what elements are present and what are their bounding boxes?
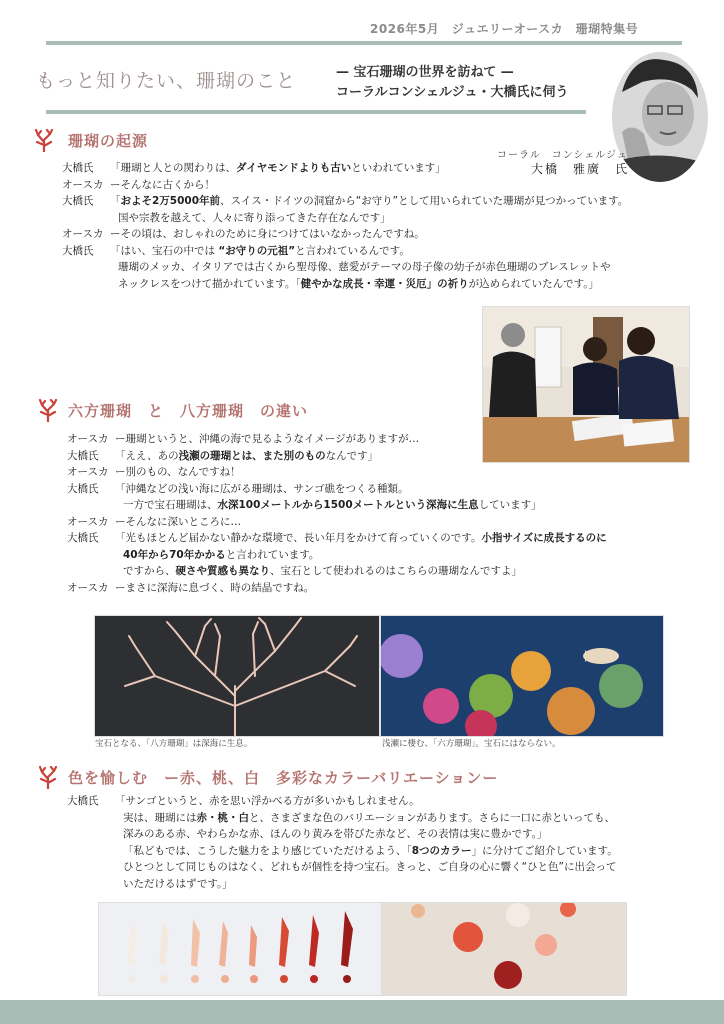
dialogue-line: [67, 514, 607, 531]
subtitle-1: — 宝石珊瑚の世界を訪ねて —: [336, 65, 514, 80]
coral-beads-photo: [381, 902, 627, 996]
speaker-label: オースカ: [67, 433, 109, 445]
line-text: ひとつとして同じものはなく、どれもが個性を持つ宝石。きっと、ご自身の心に響く“ひと色”に出会って: [123, 861, 617, 873]
reef-coral-photo: [380, 615, 664, 737]
dialogue-line: [62, 160, 628, 177]
coral-icon: [37, 398, 59, 426]
line-text: 実は、珊瑚には: [123, 811, 197, 824]
line-text: ーまさに深海に息づく、時の結晶ですね。: [115, 581, 315, 594]
line-text: と、さまざまな色のバリエーションがあります。さらに一口に赤といっても、: [249, 811, 616, 824]
dialogue-line: [62, 259, 628, 276]
section-title-difference: 六方珊瑚 と 八方珊瑚 の違い: [68, 402, 309, 420]
line-emphasis: “お守りの元祖”: [218, 244, 296, 257]
speaker-label: オースカ: [67, 466, 109, 478]
line-text: しています」: [478, 499, 542, 511]
section-difference-dialogue: [67, 431, 607, 596]
dialogue-line: [67, 859, 618, 876]
dialogue-line: [62, 243, 628, 260]
dialogue-line: [67, 464, 607, 481]
line-text: 「光もほとんど届かない静かな環境で、長い年月をかけて育っていくのです。: [115, 532, 482, 544]
dialogue-line: [67, 431, 607, 448]
line-text: といわれています」: [351, 162, 446, 174]
page-title: もっと知りたい、珊瑚のこと: [36, 70, 297, 92]
line-emphasis: ダイヤモンドよりも古い: [236, 162, 352, 174]
caption-reef-coral: 浅瀬に棲む、「六方珊瑚」。宝石にはならない。: [382, 739, 561, 749]
line-text: ーその頃は、おしゃれのために身につけてはいなかったんですね。: [110, 228, 425, 240]
dialogue-line: [62, 177, 628, 194]
footer-bar: [0, 1000, 724, 1024]
line-text: 「サンゴというと、赤を思い浮かべる方が多いかもしれません。: [115, 795, 420, 807]
line-text: 、スイス・ドイツの洞窟から“お守り”として用いられていた珊瑚が見つかっています。: [220, 195, 629, 207]
line-text: ー珊瑚というと、沖縄の海で見るようなイメージがありますが…: [115, 433, 420, 445]
header-rule-bottom: [46, 110, 586, 114]
speaker-label: 大橋氏: [62, 162, 94, 174]
dialogue-line: [67, 810, 618, 827]
dialogue-line: [62, 276, 628, 293]
dialogue-line: [67, 580, 607, 597]
section-title-colors: 色を愉しむ ー赤、桃、白 多彩なカラーバリエーションー: [68, 769, 499, 787]
speaker-label: 大橋氏: [62, 195, 94, 207]
dialogue-line: [67, 876, 618, 893]
speaker-label: オースカ: [67, 515, 109, 528]
dialogue-line: [62, 226, 628, 243]
coral-icon: [37, 765, 59, 793]
dialogue-line: [67, 547, 607, 564]
line-emphasis: 健やかな成長・幸運・災厄」の祈り: [300, 277, 469, 290]
line-emphasis: 赤・桃・白: [196, 811, 249, 824]
line-emphasis: およそ2万5000年前: [120, 195, 221, 207]
speaker-label: オースカ: [62, 228, 104, 240]
line-text: ですから、: [123, 565, 176, 577]
credit-role: コーラル コンシェルジュ: [497, 150, 628, 161]
line-emphasis: 40年から70年かかる: [123, 548, 226, 561]
line-text: と言われています。: [225, 548, 320, 561]
deep-sea-coral-photo: [94, 615, 380, 737]
speaker-label: 大橋氏: [67, 482, 99, 495]
section-origin-dialogue: [62, 160, 628, 292]
line-text: 「私どもでは、こうした魅力をより感じていただけるよう、「: [123, 844, 412, 857]
line-text: 「はい、宝石の中では: [110, 244, 219, 257]
line-text: 「沖縄などの浅い海に広がる珊瑚は、サンゴ礁をつくる種類。: [115, 482, 409, 495]
dialogue-line: [62, 193, 628, 210]
line-text: と言われているんです。: [295, 244, 410, 257]
line-emphasis: 浅瀬の珊瑚とは、また別のもの: [178, 449, 326, 462]
section-title-origin: 珊瑚の起源: [68, 132, 149, 150]
issue-line: 2026年5月 ジュエリーオースカ 珊瑚特集号: [370, 22, 639, 36]
line-emphasis: 小指サイズに成長するのに: [481, 532, 607, 544]
line-text: いただけるはずです。」: [123, 877, 233, 890]
speaker-label: 大橋氏: [62, 244, 94, 257]
line-text: 「ええ、あの: [115, 449, 179, 462]
line-emphasis: 8つのカラー: [411, 844, 472, 857]
line-emphasis: 硬さや質感も異なり: [175, 565, 270, 577]
line-text: が込められていたんです。」: [468, 277, 600, 290]
dialogue-line: [67, 793, 618, 810]
speaker-label: 大橋氏: [67, 449, 99, 462]
speaker-label: 大橋氏: [67, 532, 99, 544]
caption-deep-sea-coral: 宝石となる、「八方珊瑚」は深海に生息。: [95, 739, 253, 749]
speaker-label: オースカ: [67, 581, 109, 594]
dialogue-line: [67, 530, 607, 547]
coral-icon: [33, 128, 55, 156]
line-text: ーそんなに古くから！: [110, 178, 215, 191]
speaker-label: オースカ: [62, 178, 104, 191]
line-text: 深みのある赤、やわらかな赤、ほんのり黄みを帯びた赤など、その表情は実に豊かです。」: [123, 828, 548, 840]
line-text: ネックレスをつけて描かれています。「: [118, 277, 301, 290]
line-emphasis: 水深100メートルから1500メートルという深海に生息: [217, 499, 479, 511]
line-text: 一方で宝石珊瑚は、: [123, 499, 218, 511]
line-text: なんです」: [325, 449, 379, 462]
dialogue-line: [67, 497, 607, 514]
header-rule-top: [46, 41, 682, 45]
dialogue-line: [62, 210, 628, 227]
line-text: ーそんなに深いところに…: [115, 515, 241, 528]
line-text: 」に分けてご紹介しています。: [471, 844, 618, 857]
subtitle-2: コーラルコンシェルジュ・大橋氏に伺う: [336, 85, 569, 100]
line-text: 「珊瑚と人との関わりは、: [110, 162, 236, 174]
line-text: 国や宗教を越えて、人々に寄り添ってきた存在なんです」: [118, 211, 391, 224]
dialogue-line: [67, 448, 607, 465]
line-text: 、宝石として使われるのはこちらの珊瑚なんですよ」: [270, 565, 522, 577]
coral-color-samples-photo: [98, 902, 383, 996]
dialogue-line: [67, 843, 618, 860]
speaker-label: 大橋氏: [67, 795, 99, 807]
dialogue-line: [67, 563, 607, 580]
line-text: ー別のもの、なんですね！: [115, 466, 241, 478]
dialogue-line: [67, 826, 618, 843]
line-text: 珊瑚のメッカ、イタリアでは古くから聖母像、慈愛がテーマの母子像の幼子が赤色珊瑚のブレスレットや: [118, 261, 611, 273]
section-colors-dialogue: [67, 793, 618, 892]
line-text: 「: [110, 195, 121, 207]
credit-name: 大橋 雅廣 氏: [531, 162, 630, 176]
dialogue-line: [67, 481, 607, 498]
